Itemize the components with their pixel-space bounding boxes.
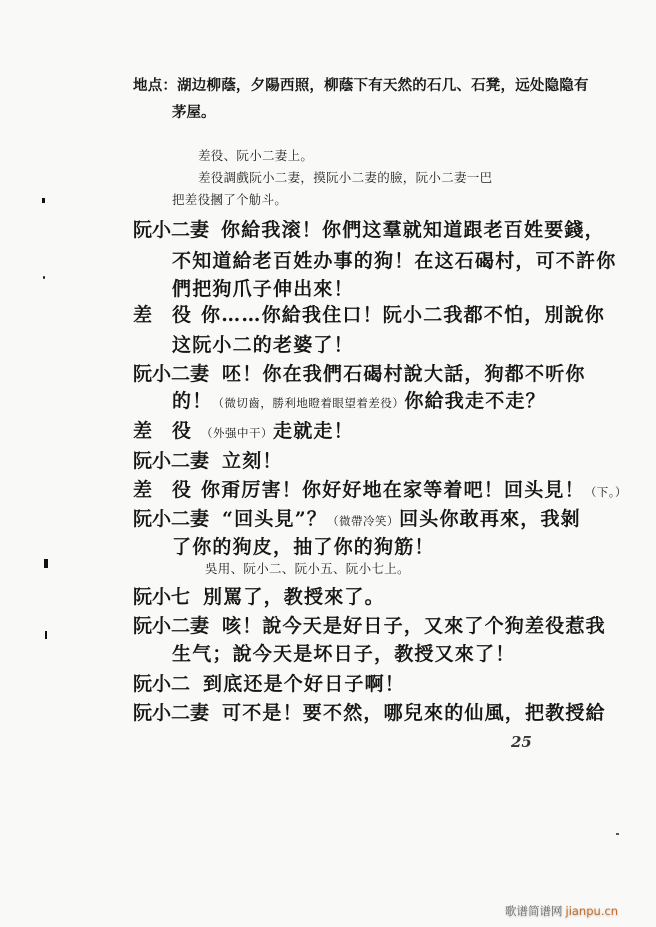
dialog-line [201, 422, 354, 441]
watermark [505, 903, 618, 919]
dialog-text: 走就走！ [273, 420, 354, 442]
dialog-line: 可不是！要不然，哪兒來的仙風，把教授給 [222, 702, 606, 724]
speaker-name: 阮小二妻 [133, 219, 210, 241]
speaker-name: 阮小二妻 [133, 363, 210, 385]
dialog-text: 回头你敢再來，我剝 [399, 508, 581, 530]
dialog-line: 呸！你在我們石碣村說大話，狗都不听你 [222, 363, 586, 385]
dialog-line: 咳！說今天是好日子，又來了个狗差役惹我 [222, 615, 606, 637]
speaker-name: 差役 [133, 420, 212, 442]
location-label: 地点： [133, 78, 178, 94]
dialog-line: 別罵了，教授來了。 [203, 586, 385, 608]
location-text: 湖边柳蔭，夕陽西照，柳蔭下有天然的石几、石凳，远处隐隐有 [177, 78, 589, 94]
inline-stage-direction: （微帶冷笑） [327, 514, 400, 528]
watermark-site-name: 歌谱简谱网 [505, 904, 563, 918]
exit-stage-direction: （下。） [584, 485, 628, 499]
speaker-name: 阮小二妻 [133, 450, 210, 472]
dialog-line [222, 510, 581, 529]
dialog-line [172, 392, 546, 411]
scan-speck [45, 631, 47, 639]
speaker-name: 差役 [133, 304, 212, 326]
dialog-text: “回头見”？ [222, 508, 328, 530]
dialog-text: 你甭厉害！你好好地在家等着吧！回头見！ [201, 479, 585, 501]
stage-direction: 差役調戲阮小二妻，摸阮小二妻的臉，阮小二妻一巴 [198, 170, 493, 185]
scan-speck [43, 276, 45, 279]
dialog-line: 了你的狗皮，抽了你的狗筋！ [172, 536, 435, 558]
speaker-name: 阮小七 [133, 586, 191, 608]
inline-stage-direction: （微切齒，勝利地瞪着眼望着差役） [212, 396, 405, 410]
dialog-line: 到底还是个好日子啊！ [203, 673, 406, 695]
stage-direction: 差役、阮小二妻上。 [198, 148, 314, 163]
dialog-line: 你……你給我住口！阮小二我都不怕，別說你 [201, 304, 606, 326]
scan-speck [42, 198, 45, 203]
dialog-line: 不知道給老百姓办事的狗！在这石碣村，可不許你 [172, 250, 617, 272]
speaker-name: 阮小二 [133, 673, 191, 695]
stage-direction: 吳用、阮小二、阮小五、阮小七上。 [205, 561, 410, 576]
dialog-text: 你給我走不走？ [404, 390, 546, 412]
speaker-name: 阮小二妻 [133, 508, 210, 530]
dialog-line: 們把狗爪子伸出來！ [172, 278, 354, 300]
dialog-line: 你給我滚！你們这羣就知道跟老百姓要錢， [221, 219, 605, 241]
dialog-text: 的！ [172, 390, 213, 412]
watermark-url: jianpu.cn [565, 904, 619, 918]
location-line [133, 79, 589, 94]
speaker-name: 阮小二妻 [133, 702, 210, 724]
page-number: 25 [511, 733, 532, 751]
inline-stage-direction: （外强中干） [201, 426, 273, 440]
stage-direction: 把差役摑了个觔斗。 [172, 192, 288, 207]
scan-speck [616, 833, 619, 835]
speaker-name: 阮小二妻 [133, 615, 210, 637]
location-line-continued: 茅屋。 [172, 105, 216, 121]
dialog-line: 立刻！ [222, 450, 283, 472]
speaker-name: 差役 [133, 479, 212, 501]
scan-speck [44, 559, 48, 568]
dialog-line [201, 481, 627, 500]
dialog-line: 这阮小二的老婆了！ [172, 334, 354, 356]
dialog-line: 生气；說今天是坏日子，教授又來了！ [172, 643, 516, 665]
